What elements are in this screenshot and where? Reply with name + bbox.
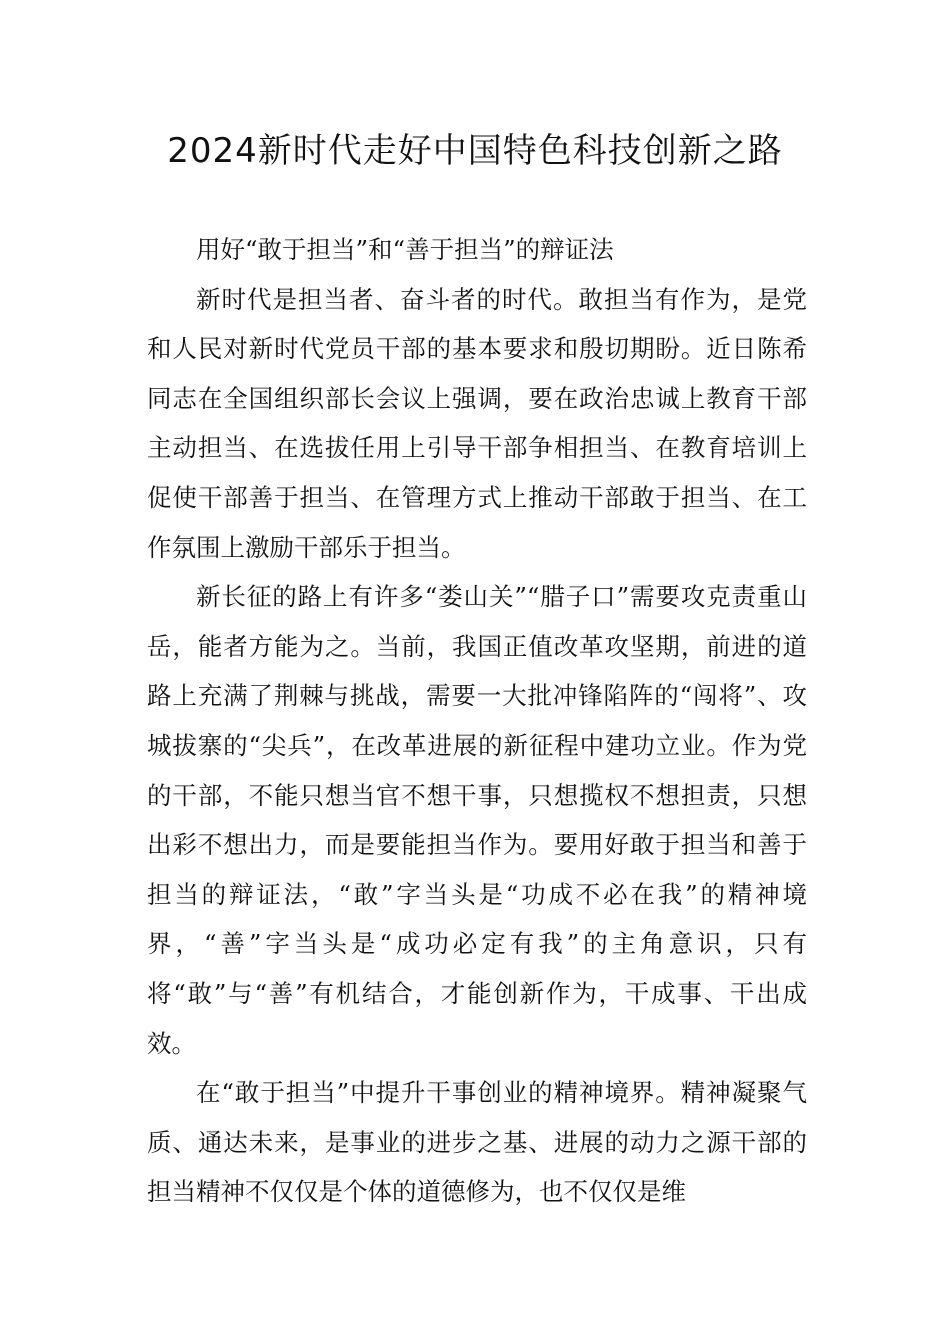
paragraph-1: 新时代是担当者、奋斗者的时代。敢担当有作为，是党和人民对新时代党员干部的基本要求和殷切期盼。近日陈希同志在全国组织部长会议上强调，要在政治忠诚上教育干部主动担当、在选拔任用上引导干部争相担当、在教育培训上促使干部善于担当、在管理方式上推动干部敢于担当、在工作氛围上激励干部乐于担当。 <box>147 284 807 562</box>
paragraph-2: 新长征的路上有许多“娄山关”“腊子口”需要攻克责重山岳，能者方能为之。当前，我国正值改革攻坚期，前进的道路上充满了荆棘与挑战，需要一大批冲锋陷阵的“闯将”、攻城拔寨的“尖兵”，在改革进展的新征程中建功立业。作为党的干部，不能只想当官不想干事，只想揽权不想担责，只想出彩不想出力，而是要能担当作为。要用好敢于担当和善于担当的辩证法，“敢”字当头是“功成不必在我”的精神境界，“善”字当头是“成功必定有我”的主角意识，只有将“敢”与“善”有机结合，才能创新作为，干成事、干出成效。 <box>147 582 807 1058</box>
document-body <box>147 225 807 1217</box>
paragraph-3: 在“敢于担当”中提升干事创业的精神境界。精神凝聚气质、通达未来，是事业的进步之基、进展的动力之源干部的担当精神不仅仅是个体的道德修为，也不仅仅是维 <box>147 1078 807 1207</box>
paragraph-subtitle: 用好“敢于担当”和“善于担当”的辩证法 <box>196 235 614 264</box>
document-title: 2024新时代走好中国特色科技创新之路 <box>167 131 783 171</box>
